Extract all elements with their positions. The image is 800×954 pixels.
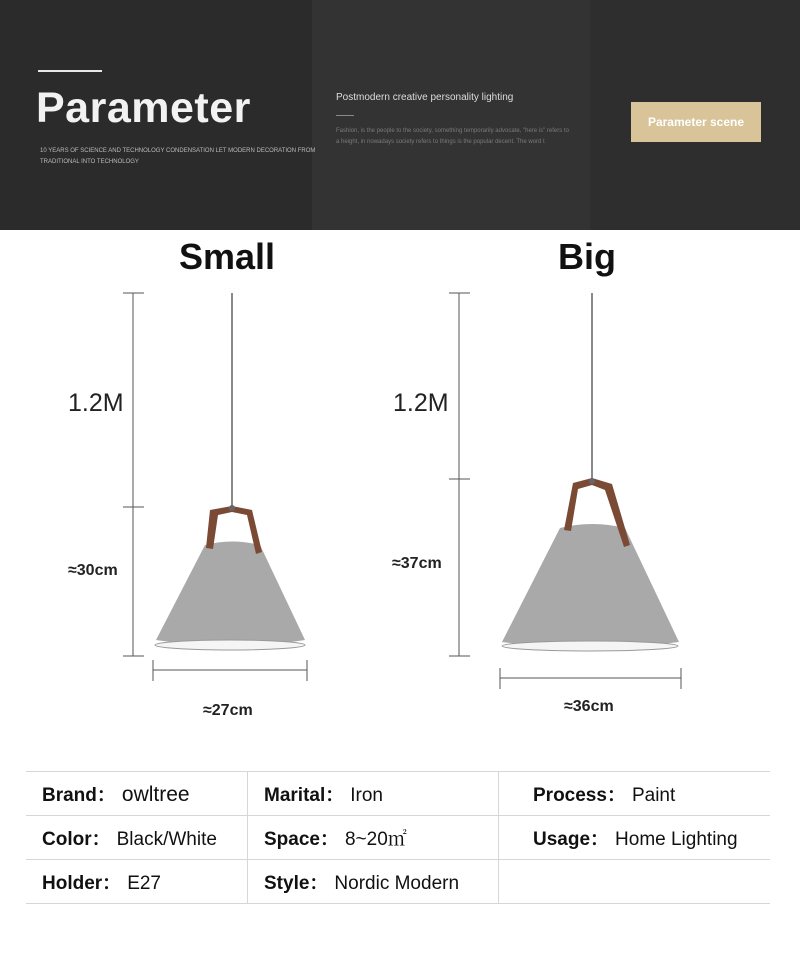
spec-cell (248, 816, 499, 860)
spec-value: owltree (121, 783, 190, 806)
spec-value: Nordic Modern (334, 873, 460, 894)
banner-tagline: Postmodern creative personality lighting (336, 92, 514, 103)
spec-cell (499, 860, 771, 904)
spec-key: Color： (42, 829, 111, 850)
specs-table (26, 771, 770, 904)
small-cable-length: 1.2M (68, 389, 124, 417)
big-lamp (502, 293, 679, 651)
spec-key: Holder： (42, 873, 122, 894)
table-row (26, 772, 770, 816)
banner-subtitle: 10 YEARS OF SCIENCE AND TECHNOLOGY CONDENSATION LET MODERN DECORATION FROM TRADITIONAL INTO TECHNOLOGY (40, 148, 316, 165)
big-height: ≈37cm (392, 555, 442, 572)
spec-cell (499, 816, 771, 860)
big-cable-length: 1.2M (393, 389, 449, 417)
spec-key: Usage： (533, 829, 610, 850)
spec-value: E27 (127, 873, 161, 894)
spec-cell (248, 860, 499, 904)
spec-value: Home Lighting (615, 829, 738, 850)
parameter-scene-button[interactable]: Parameter scene (631, 102, 761, 142)
small-lamp (155, 293, 305, 650)
table-row (26, 816, 770, 860)
spec-value: Paint (631, 785, 676, 806)
small-width: ≈27cm (203, 702, 253, 719)
spec-value: 8~20㎡ (344, 829, 407, 850)
spec-key: Style： (264, 873, 329, 894)
spec-cell (26, 860, 248, 904)
table-row (26, 860, 770, 904)
spec-key: Space： (264, 829, 339, 850)
spec-key: Marital： (264, 785, 345, 806)
spec-key: Process： (533, 785, 626, 806)
spec-cell (248, 772, 499, 816)
small-heading: Small (179, 236, 276, 277)
spec-key: Brand： (42, 785, 116, 806)
page-title: Parameter (36, 84, 251, 132)
spec-cell (499, 772, 771, 816)
spec-value: Iron (350, 785, 383, 806)
big-heading: Big (558, 236, 616, 277)
spec-cell (26, 816, 248, 860)
big-width: ≈36cm (564, 698, 614, 715)
banner-description: Fashion, is the people to the society, something temporarily advocate, "here is" refers to a height, in nowadays society refers to things is the popular decent. The word t (336, 128, 569, 145)
small-height: ≈30cm (68, 562, 118, 579)
spec-value: Black/White (116, 829, 217, 850)
spec-cell (26, 772, 248, 816)
